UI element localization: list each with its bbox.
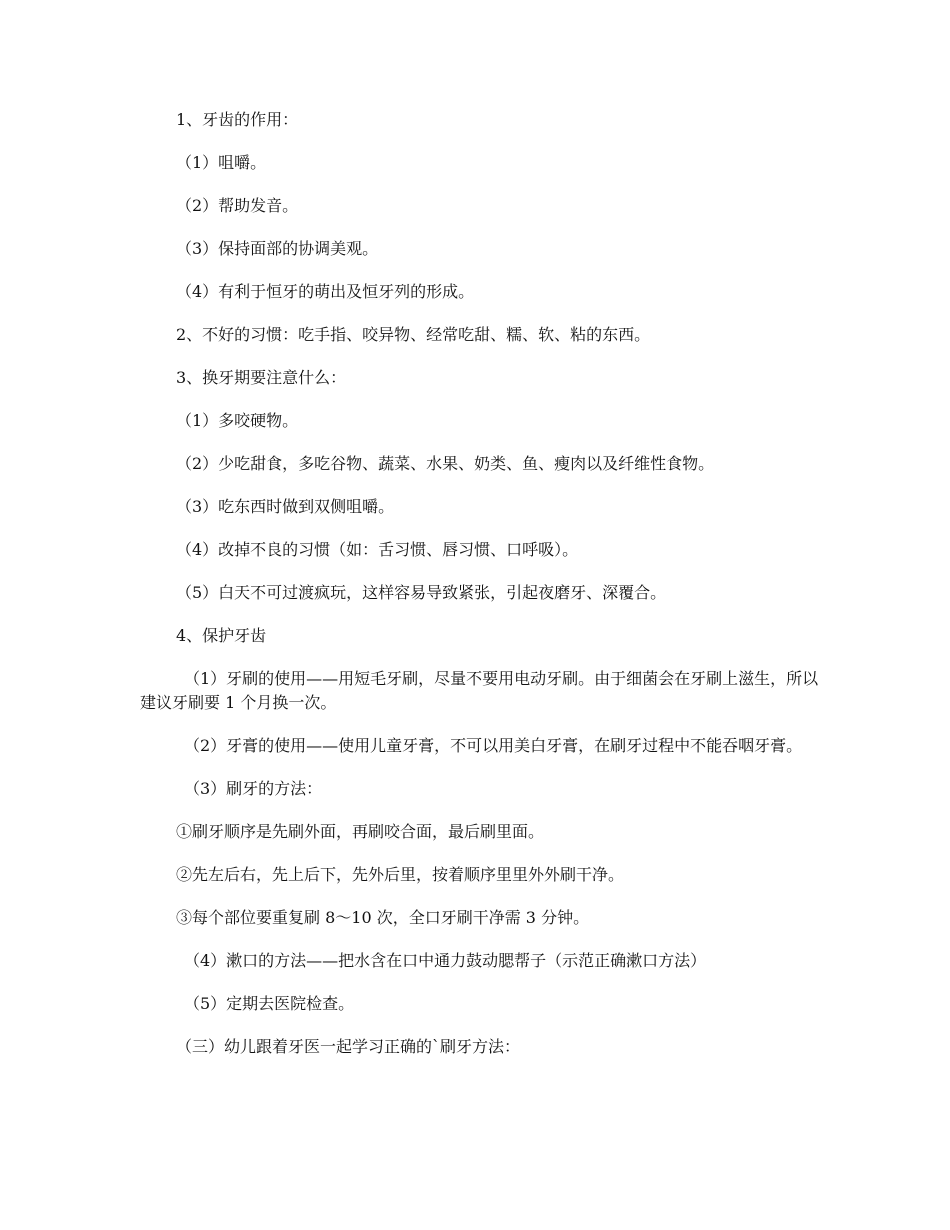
list-item: （5）定期去医院检查。 (184, 994, 355, 1013)
list-item: ③每个部位要重复刷 8～10 次，全口牙刷干净需 3 分钟。 (176, 908, 590, 927)
list-item: （5）白天不可过渡疯玩，这样容易导致紧张，引起夜磨牙、深覆合。 (176, 583, 667, 602)
list-item: （4）有利于恒牙的萌出及恒牙列的形成。 (176, 282, 475, 301)
list-item: （1）咀嚼。 (176, 153, 267, 172)
section-heading: 2、不好的习惯：吃手指、咬异物、经常吃甜、糯、软、粘的东西。 (176, 325, 651, 344)
list-item: （4）漱口的方法——把水含在口中通力鼓动腮帮子（示范正确漱口方法） (184, 951, 707, 970)
section-heading: 1、牙齿的作用： (176, 110, 299, 129)
section-heading: 4、保护牙齿 (176, 626, 267, 645)
list-item: ②先左后右，先上后下，先外后里，按着顺序里里外外刷干净。 (176, 865, 625, 884)
list-item: ①刷牙顺序是先刷外面，再刷咬合面，最后刷里面。 (176, 822, 545, 841)
list-item: （1）牙刷的使用——用短毛牙刷，尽量不要用电动牙刷。由于细菌会在牙刷上滋生，所以建议牙刷要 1 个月换一次。 (140, 669, 819, 712)
list-item: （2）牙膏的使用——使用儿童牙膏，不可以用美白牙膏，在刷牙过程中不能吞咽牙膏。 (184, 736, 803, 755)
document-body (140, 108, 820, 1078)
list-item: （1）多咬硬物。 (176, 411, 299, 430)
list-item: （3）保持面部的协调美观。 (176, 239, 379, 258)
list-item: （2）帮助发音。 (176, 196, 299, 215)
section-heading: 3、换牙期要注意什么： (176, 368, 347, 387)
list-item: （4）改掉不良的习惯（如：舌习惯、唇习惯、口呼吸）。 (176, 540, 579, 559)
list-item: （3）吃东西时做到双侧咀嚼。 (176, 497, 395, 516)
section-heading: （三）幼儿跟着牙医一起学习正确的`刷牙方法： (176, 1037, 521, 1056)
list-item: （2）少吃甜食，多吃谷物、蔬菜、水果、奶类、鱼、瘦肉以及纤维性食物。 (176, 454, 715, 473)
list-item: （3）刷牙的方法： (184, 779, 323, 798)
